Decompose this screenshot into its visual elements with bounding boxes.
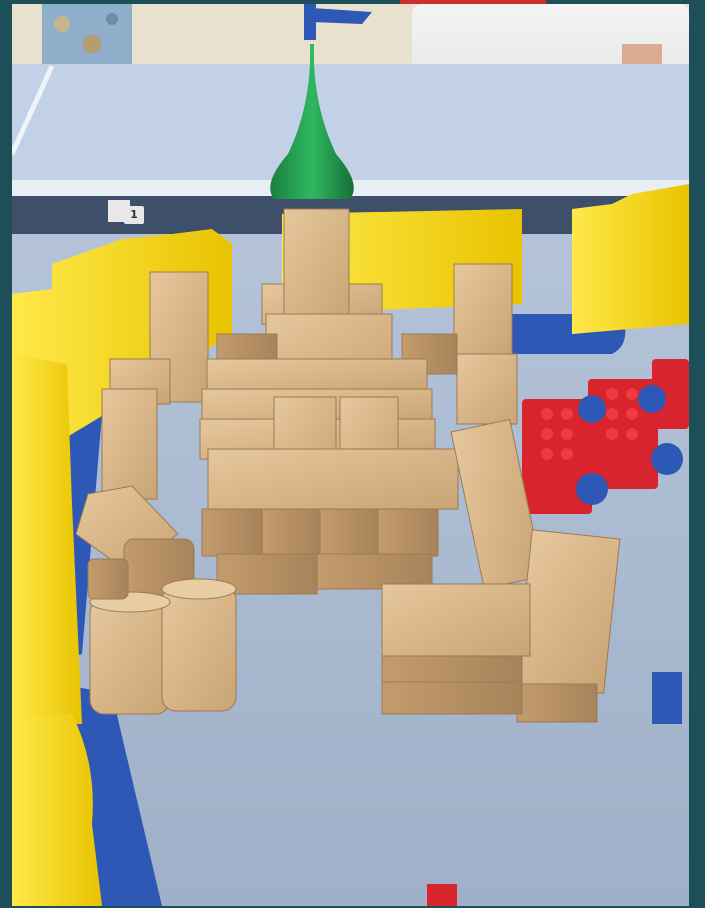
table-number-label: 1 [124,206,144,224]
toy-blocks-photo [12,4,689,906]
scene-illustration [12,4,689,906]
